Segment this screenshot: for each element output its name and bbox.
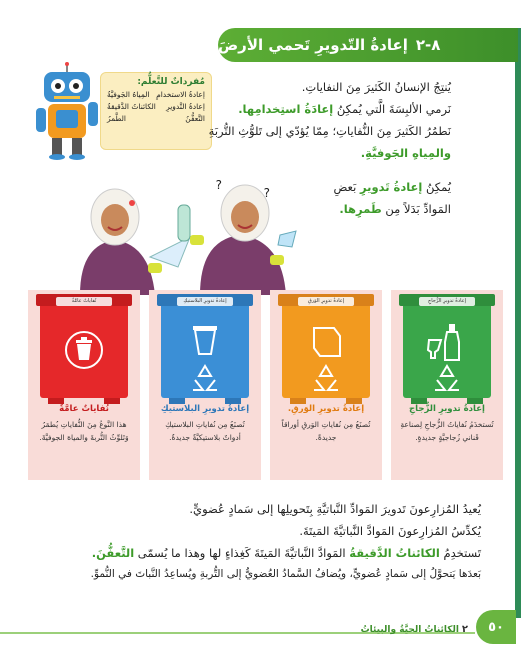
bin-label-paper: إعادةُ تدويرِ الوَرقِ. xyxy=(287,404,365,414)
vocab-term: الكائناتُ الدَّقيقةُ xyxy=(107,102,156,111)
body-line-3 xyxy=(92,546,481,560)
intro-line-1: يُنتِجُ الإنسانُ الكَثيرَ مِنَ النفاياتِ. xyxy=(301,80,451,94)
bin-label-plastic: إعادةُ تدويرِ البلاستيكِ xyxy=(160,404,250,414)
vocabulary-box xyxy=(100,72,212,150)
svg-text:?: ? xyxy=(263,186,270,200)
vocab-term: التَّعفُّنُ xyxy=(185,114,205,123)
svg-text:?: ? xyxy=(215,178,222,192)
bin-card-paper xyxy=(270,290,382,480)
keyword-reuse: إعادَةُ استِخدامِها. xyxy=(238,102,334,116)
body-line-2: يُكدِّسُ المُزارِعونَ المَوادَّ النَّباتيَّةَ المَيتَةَ. xyxy=(299,524,481,538)
keyword-microorganisms: الكائناتُ الدَّقيقةُ xyxy=(349,546,440,560)
intro-line-4: والمِياهِ الجَوفيَّةِ. xyxy=(360,146,451,160)
vocabulary-row xyxy=(107,114,205,123)
bin-desc-general: هذا النَّوعُ مِنَ النُّفاياتِ يُطمَرُ وَتَلوِّثُ التُّربةَ والمياهَ الجوفيَّةَ. xyxy=(39,420,129,442)
section-number: ٨-٢ xyxy=(415,36,441,54)
plastic-cup-icon xyxy=(183,324,227,394)
side-strip xyxy=(515,28,521,618)
intro-text: يُمكِنُ xyxy=(422,180,451,194)
bin-card-general xyxy=(28,290,140,480)
general-waste-bin xyxy=(40,296,128,398)
section-title: إعادةُ التّدويرِ تَحمي الأرضَ xyxy=(218,36,408,54)
glass-bin xyxy=(403,296,491,398)
vocabulary-row xyxy=(107,90,205,99)
intro-line-3: نَطمُرُ الكَثيرَ مِنَ النُّفاياتِ؛ مِمّا يُؤدّي إلى تَلوُّثِ التُّربَةِ xyxy=(208,124,451,138)
keyword-decay: التَّعفُّنَ. xyxy=(91,546,135,560)
bin-tag: نُفاياتٌ عامَّةٌ xyxy=(56,297,112,306)
intro-line-2 xyxy=(238,102,451,116)
girls-recycling-illustration xyxy=(60,175,310,295)
intro-text: بَعضِ xyxy=(333,180,360,194)
robot-mascot-icon xyxy=(32,62,102,160)
bin-label-glass: إعادةُ تدويرِ الزُّجاجِ xyxy=(409,404,485,414)
unit-number: ٢ xyxy=(461,624,468,635)
vocab-term: المِياهُ الجَوفيَّةُ xyxy=(107,90,150,99)
body-text: المَوادَّ النَّباتيَّةَ المَيتَةَ كَغِذاءٍ لها وهذا ما يُسمّى xyxy=(134,546,350,560)
intro-line-5 xyxy=(333,180,451,194)
vocab-term: إعادةُ الاستخدامِ xyxy=(156,90,205,99)
keyword-landfill: طَمرِها. xyxy=(339,202,382,216)
bin-desc-paper: تُصنَعُ مِن نُفاياتِ الوَرقِ أوراقاً جديدةً. xyxy=(281,420,371,442)
bin-tag: إعادةُ تدويرِ الزُّجاجِ xyxy=(419,297,475,306)
bin-card-glass xyxy=(391,290,503,480)
bottle-glass-icon xyxy=(425,324,469,394)
vocab-term: إعادةُ التَّدويرِ xyxy=(166,102,205,111)
vocab-term: الطَّمرُ xyxy=(107,114,126,123)
trash-can-icon xyxy=(64,330,104,370)
keyword-recycling: إعادةُ تَدويرِ xyxy=(359,180,423,194)
bin-card-plastic xyxy=(149,290,261,480)
body-line-4: بَعدَها يَتحوَّلُ إلى سَمادٍ عُضويٍّ، ويُضافُ السَّمادُ العُضويُّ إلى التُّربةِ ويُساعِدُ النَّباتَ في النُّموِّ. xyxy=(90,568,481,580)
recycling-bins-row xyxy=(28,290,503,480)
paper-icon xyxy=(304,324,348,394)
bin-desc-plastic: تُصنَعُ مِن نُفاياتِ البلاستيكِ أدواتٌ بلاستيكيَّةٌ جديدةٌ. xyxy=(165,420,245,442)
body-text: تَستخدِمُ xyxy=(439,546,481,560)
intro-line-6 xyxy=(339,202,451,216)
bin-tag: إعادةُ تدويرِ الوَرقِ xyxy=(298,297,354,306)
bin-tag: إعادةُ تدويرِ البلاستيكِ xyxy=(177,297,233,306)
body-line-1: يُعيدُ المُزارِعونَ تَدويرَ المَوادِّ النَّباتيَّةِ بِتَحويلِها إلى سَمادٍ عُضويٍّ. xyxy=(189,502,481,516)
section-title-bar xyxy=(218,28,518,62)
plastic-bin xyxy=(161,296,249,398)
bin-desc-glass: تُستخدَمُ نُفاياتُ الزُّجاجِ لِصناعةِ قَناني زُجاجيَّةٍ جديدةٍ. xyxy=(400,420,494,442)
page-number: ٥٠ xyxy=(476,610,516,644)
vocabulary-title: مُفرداتٌ للتَّعلُّم: xyxy=(137,77,205,87)
unit-title: الكائناتُ الحيَّةُ والبيئاتُ xyxy=(360,625,459,635)
intro-text: نَرمي الألبِسَةَ الَّتي يُمكِنُ xyxy=(333,102,451,116)
intro-text: المَوادِّ بَدَلاً مِن xyxy=(381,202,451,216)
paper-bin xyxy=(282,296,370,398)
vocabulary-row xyxy=(107,102,205,111)
bin-label-general: نُفاياتٌ عامَّةٌ xyxy=(59,404,109,414)
